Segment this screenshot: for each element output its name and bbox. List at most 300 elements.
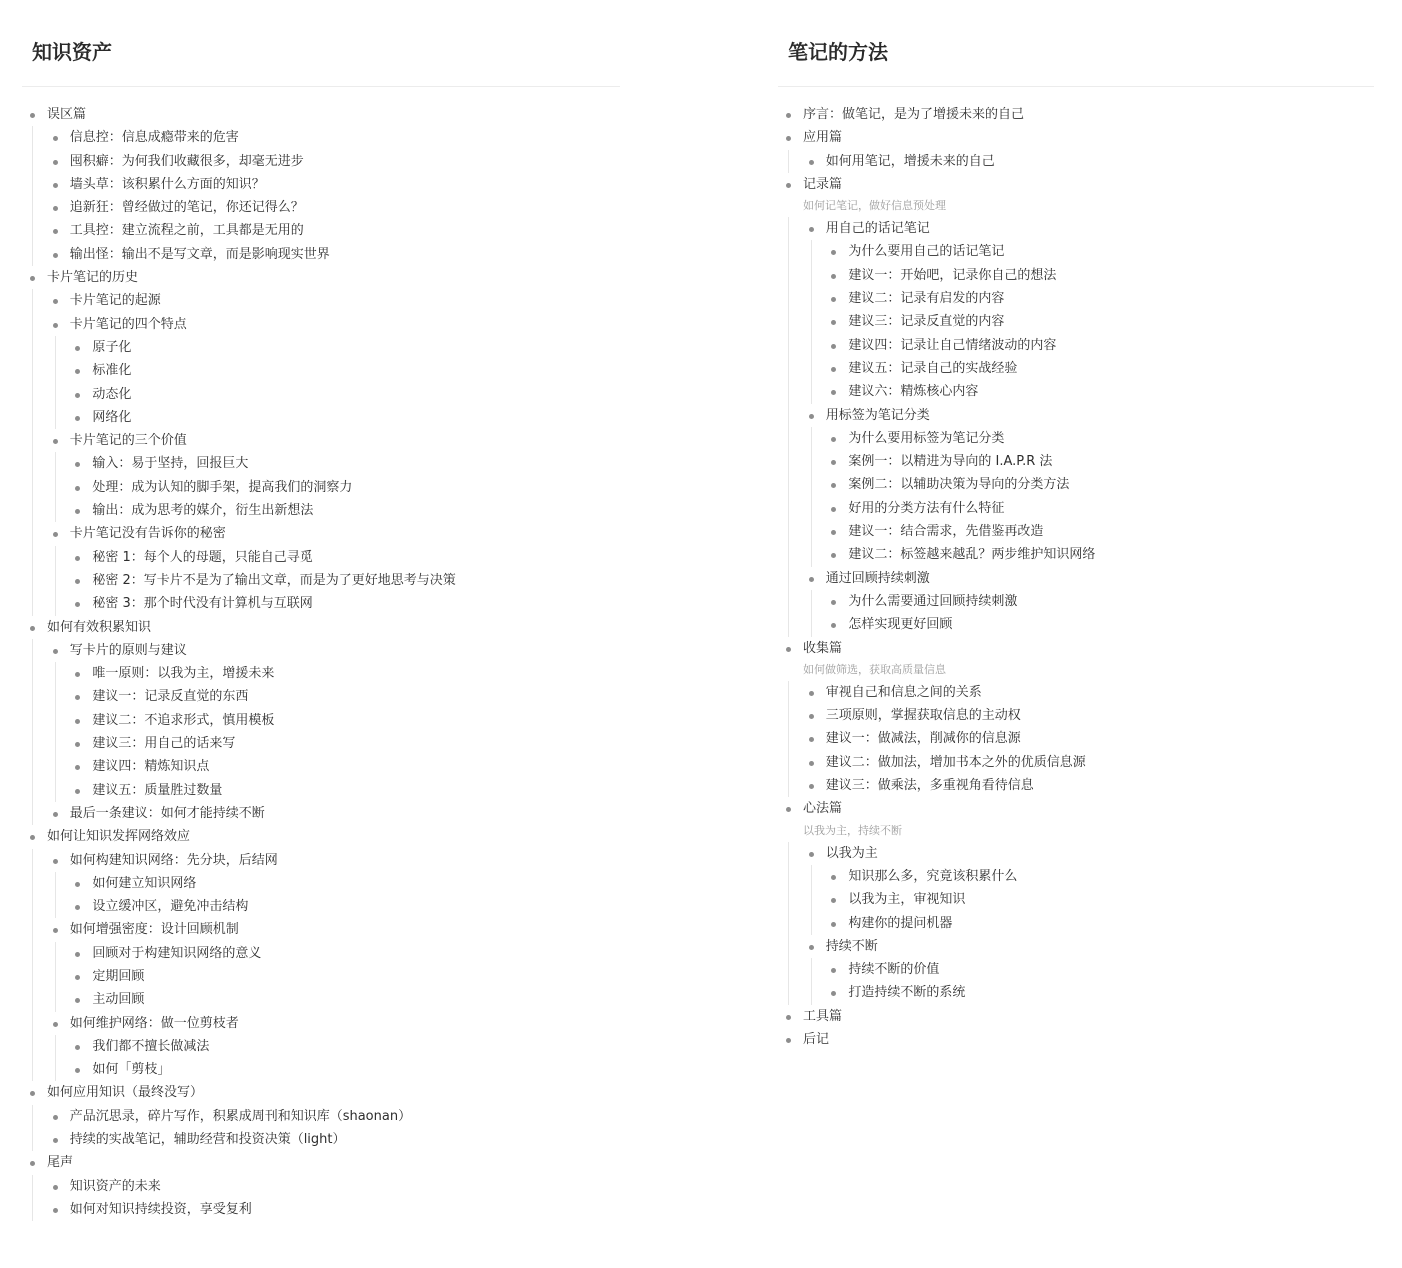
outline-item-label: 工具控：建立流程之前，工具都是无用的: [69, 223, 304, 239]
outline-row[interactable]: [778, 404, 1374, 427]
bullet-icon[interactable]: [53, 136, 58, 141]
outline-row[interactable]: [778, 981, 1374, 1004]
outline-item-label: 建议一：记录反直觉的东西: [92, 689, 249, 705]
outline-row[interactable]: [22, 709, 620, 732]
outline-list: [22, 546, 620, 616]
bullet-icon[interactable]: [75, 789, 80, 794]
bullet-icon[interactable]: [75, 882, 80, 887]
outline-row[interactable]: [778, 173, 1374, 196]
bullet-icon[interactable]: [75, 672, 80, 677]
outline-row[interactable]: [778, 613, 1374, 636]
outline-list: [778, 217, 1374, 636]
bullet-icon[interactable]: [831, 250, 836, 255]
outline-row[interactable]: [778, 497, 1374, 520]
outline-item-label: 应用篇: [803, 130, 843, 146]
outline-item: [22, 895, 620, 918]
outline-item-label: 构建你的提问机器: [848, 915, 953, 931]
bullet-icon[interactable]: [75, 695, 80, 700]
outline-item: [22, 219, 620, 242]
bullet-icon[interactable]: [831, 297, 836, 302]
outline-row[interactable]: [22, 1081, 620, 1104]
outline-row[interactable]: [778, 357, 1374, 380]
outline-item-label: 知识资产的未来: [69, 1178, 161, 1194]
outline-item: [778, 842, 1374, 935]
bullet-icon[interactable]: [53, 812, 58, 817]
outline-item: [778, 543, 1374, 566]
outline-row[interactable]: [778, 1028, 1374, 1051]
outline-item: [778, 334, 1374, 357]
bullet-icon[interactable]: [786, 183, 791, 188]
bullet-icon[interactable]: [75, 998, 80, 1003]
outline-row[interactable]: [22, 522, 620, 545]
outline-row[interactable]: [22, 452, 620, 475]
outline-row[interactable]: [22, 779, 620, 802]
bullet-icon[interactable]: [786, 113, 791, 118]
outline-item: [22, 1081, 620, 1151]
bullet-icon[interactable]: [786, 1038, 791, 1043]
bullet-icon[interactable]: [53, 1185, 58, 1190]
outline-children: [778, 150, 1374, 173]
bullet-icon[interactable]: [30, 113, 35, 118]
outline-list: [778, 240, 1374, 403]
outline-item: [22, 1012, 620, 1082]
bullet-icon[interactable]: [75, 346, 80, 351]
bullet-icon[interactable]: [831, 344, 836, 349]
outline-item: [22, 266, 620, 615]
bullet-icon[interactable]: [53, 1022, 58, 1027]
outline-item: [22, 732, 620, 755]
bullet-icon[interactable]: [30, 835, 35, 840]
outline-row[interactable]: [22, 429, 620, 452]
outline-item: [22, 383, 620, 406]
outline-item: [22, 779, 620, 802]
outline-row[interactable]: [22, 1175, 620, 1198]
bullet-icon[interactable]: [831, 390, 836, 395]
bullet-icon[interactable]: [30, 1091, 35, 1096]
outline-item-label: 为什么需要通过回顾持续刺激: [848, 593, 1018, 609]
outline-item: [22, 173, 620, 196]
outline-item-label: 建议三：用自己的话来写: [92, 736, 236, 752]
outline-row[interactable]: [22, 336, 620, 359]
outline-item-label: 后记: [803, 1031, 830, 1047]
outline-row[interactable]: [778, 842, 1374, 865]
bullet-icon[interactable]: [75, 719, 80, 724]
outline-item: [778, 497, 1374, 520]
outline-item-note: 以我为主，持续不断: [803, 823, 902, 837]
outline-row[interactable]: [22, 103, 620, 126]
outline-children: [778, 217, 1374, 636]
outline-list: [22, 662, 620, 802]
outline-row[interactable]: [22, 546, 620, 569]
outline-item-label: 建议一：开始吧，记录你自己的想法: [848, 267, 1057, 283]
outline-item-label: 为什么要用自己的话记笔记: [848, 244, 1005, 260]
outline-row[interactable]: [778, 103, 1374, 126]
bullet-icon[interactable]: [831, 553, 836, 558]
outline-row[interactable]: [22, 173, 620, 196]
outline-item: [778, 797, 1374, 1004]
bullet-icon[interactable]: [831, 367, 836, 372]
bullet-icon[interactable]: [809, 414, 814, 419]
outline-item-label: 建议五：质量胜过数量: [92, 782, 223, 798]
bullet-icon[interactable]: [53, 253, 58, 258]
outline-list: [22, 452, 620, 522]
bullet-icon[interactable]: [831, 898, 836, 903]
outline-item-label: 追新狂：曾经做过的笔记，你还记得么？: [69, 200, 304, 216]
outline-item-label: 案例二：以辅助决策为导向的分类方法: [848, 477, 1070, 493]
bullet-icon[interactable]: [75, 602, 80, 607]
outline-row[interactable]: [778, 380, 1374, 403]
bullet-icon[interactable]: [809, 737, 814, 742]
bullet-icon[interactable]: [75, 1045, 80, 1050]
outline-row[interactable]: [22, 219, 620, 242]
outline-row[interactable]: [22, 616, 620, 639]
outline-item-label: 建议五：记录自己的实战经验: [848, 360, 1018, 376]
outline-list: [22, 872, 620, 919]
outline-row[interactable]: [778, 865, 1374, 888]
outline-item-label: 如何增强密度：设计回顾机制: [69, 922, 239, 938]
outline-item: [778, 774, 1374, 797]
outline-row[interactable]: [778, 427, 1374, 450]
outline-list: [22, 849, 620, 1082]
outline-item-label: 秘密 1：每个人的母题，只能自己寻觅: [92, 549, 313, 565]
outline-row[interactable]: [22, 569, 620, 592]
outline-row[interactable]: [778, 334, 1374, 357]
outline-row[interactable]: [778, 126, 1374, 149]
outline-row[interactable]: [22, 849, 620, 872]
outline-row[interactable]: [22, 1151, 620, 1174]
outline-list: [778, 681, 1374, 797]
outline-item: [22, 150, 620, 173]
outline-row[interactable]: [778, 520, 1374, 543]
outline-row[interactable]: [22, 266, 620, 289]
outline-item-label: 建议二：标签越来越乱？两步维护知识网络: [848, 547, 1096, 563]
bullet-icon[interactable]: [75, 462, 80, 467]
bullet-icon[interactable]: [53, 183, 58, 188]
outline-item: [22, 289, 620, 312]
outline-row[interactable]: [22, 988, 620, 1011]
outline-item: [22, 103, 620, 266]
outline-row[interactable]: [778, 704, 1374, 727]
bullet-icon[interactable]: [831, 600, 836, 605]
bullet-icon[interactable]: [75, 952, 80, 957]
outline-item-label: 产品沉思录，碎片写作，积累成周刊和知识库（shaonan）: [69, 1108, 412, 1124]
bullet-icon[interactable]: [30, 626, 35, 631]
outline-list: [22, 289, 620, 615]
bullet-icon[interactable]: [831, 991, 836, 996]
bullet-icon[interactable]: [30, 276, 35, 281]
outline-row[interactable]: [778, 888, 1374, 911]
outline-item-label: 如何用笔记，增援未来的自己: [825, 153, 995, 169]
bullet-icon[interactable]: [831, 507, 836, 512]
outline-list: [778, 590, 1374, 637]
outline-item-label: 用标签为笔记分类: [825, 407, 930, 423]
outline-row[interactable]: [778, 751, 1374, 774]
outline-row[interactable]: [778, 774, 1374, 797]
outline-item: [778, 1028, 1374, 1051]
outline-row[interactable]: [22, 383, 620, 406]
outline-row[interactable]: [778, 637, 1374, 660]
outline-item-label: 动态化: [92, 386, 132, 402]
outline-list: [22, 942, 620, 1012]
outline-item: [22, 849, 620, 919]
outline-item: [778, 103, 1374, 126]
outline-item: [22, 406, 620, 429]
outline-row[interactable]: [778, 543, 1374, 566]
bullet-icon[interactable]: [809, 577, 814, 582]
bullet-icon[interactable]: [831, 875, 836, 880]
bullet-icon[interactable]: [75, 742, 80, 747]
bullet-icon[interactable]: [75, 486, 80, 491]
outline-item-label: 输入：易于坚持，回报巨大: [92, 456, 249, 472]
outline-row[interactable]: [778, 310, 1374, 333]
outline-item: [22, 918, 620, 1011]
outline-item-label: 网络化: [92, 409, 132, 425]
outline-item: [778, 240, 1374, 263]
outline-item-label: 秘密 3：那个时代没有计算机与互联网: [92, 596, 313, 612]
outline-item-label: 案例一：以精进为导向的 I.A.P.R 法: [848, 454, 1053, 470]
outline-item: [22, 313, 620, 429]
outline-item: [778, 958, 1374, 981]
outline-item-label: 以我为主，审视知识: [848, 892, 966, 908]
bullet-icon[interactable]: [809, 852, 814, 857]
bullet-icon[interactable]: [75, 1068, 80, 1073]
outline-row[interactable]: [22, 406, 620, 429]
outline-row[interactable]: [22, 150, 620, 173]
outline-row[interactable]: [22, 592, 620, 615]
outline-row[interactable]: [778, 935, 1374, 958]
bullet-icon[interactable]: [53, 649, 58, 654]
outline-item-label: 好用的分类方法有什么特征: [848, 500, 1005, 516]
outline-item: [22, 429, 620, 522]
outline-row[interactable]: [22, 126, 620, 149]
bullet-icon[interactable]: [809, 784, 814, 789]
bullet-icon[interactable]: [809, 691, 814, 696]
outline-children: [778, 842, 1374, 1005]
outline-row[interactable]: [778, 797, 1374, 820]
outline-row[interactable]: [22, 243, 620, 266]
outline-list: [778, 150, 1374, 173]
outline-row[interactable]: [778, 264, 1374, 287]
outline-item: [778, 1005, 1374, 1028]
outline-row[interactable]: [22, 732, 620, 755]
bullet-icon[interactable]: [53, 1138, 58, 1143]
outline-item-label: 卡片笔记的历史: [47, 270, 139, 286]
outline-list: [778, 865, 1374, 935]
outline-item-label: 持续不断的价值: [848, 962, 940, 978]
outline-item-label: 如何对知识持续投资，享受复利: [69, 1201, 252, 1217]
outline-children: [22, 662, 620, 802]
bullet-icon[interactable]: [831, 922, 836, 927]
outline-row[interactable]: [22, 359, 620, 382]
outline-row[interactable]: [778, 567, 1374, 590]
outline-row[interactable]: [22, 196, 620, 219]
outline-row[interactable]: [22, 1035, 620, 1058]
bullet-icon[interactable]: [831, 274, 836, 279]
outline-item-label: 为什么要用标签为笔记分类: [848, 430, 1005, 446]
bullet-icon[interactable]: [786, 1015, 791, 1020]
outline-item-label: 如何构建知识网络：先分块，后结网: [69, 852, 278, 868]
outline-item: [22, 662, 620, 685]
bullet-icon[interactable]: [75, 765, 80, 770]
outline-item-label: 建议四：记录让自己情绪波动的内容: [848, 337, 1057, 353]
outline-row[interactable]: [22, 755, 620, 778]
bullet-icon[interactable]: [75, 975, 80, 980]
outline-item-label: 建议二：记录有启发的内容: [848, 291, 1005, 307]
outline-row[interactable]: [778, 590, 1374, 613]
outline-row[interactable]: [22, 685, 620, 708]
outline-list: [778, 842, 1374, 1005]
outline-item: [22, 1198, 620, 1221]
outline-row[interactable]: [22, 1058, 620, 1081]
outline-item-label: 建议六：精炼核心内容: [848, 384, 979, 400]
bullet-icon[interactable]: [75, 369, 80, 374]
outline-item: [778, 427, 1374, 450]
outline-item: [22, 243, 620, 266]
outline-row[interactable]: [778, 287, 1374, 310]
bullet-icon[interactable]: [786, 807, 791, 812]
outline-item: [778, 613, 1374, 636]
outline-item: [778, 150, 1374, 173]
bullet-icon[interactable]: [786, 647, 791, 652]
outline-row[interactable]: [22, 662, 620, 685]
outline-list: [22, 103, 620, 1221]
outline-item: [22, 988, 620, 1011]
outline-item: [778, 404, 1374, 567]
bullet-icon[interactable]: [831, 968, 836, 973]
outline-item-label: 标准化: [92, 363, 132, 379]
bullet-icon[interactable]: [75, 416, 80, 421]
bullet-icon[interactable]: [75, 556, 80, 561]
bullet-icon[interactable]: [831, 460, 836, 465]
outline-tree: [22, 103, 620, 1221]
outline-row[interactable]: [22, 895, 620, 918]
outline-item: [778, 935, 1374, 1005]
bullet-icon[interactable]: [53, 160, 58, 165]
outline-item: [778, 681, 1374, 704]
bullet-icon[interactable]: [53, 323, 58, 328]
bullet-icon[interactable]: [53, 859, 58, 864]
outline-row[interactable]: [22, 965, 620, 988]
outline-item-label: 唯一原则：以我为主，增援未来: [92, 666, 275, 682]
bullet-icon[interactable]: [53, 229, 58, 234]
outline-children: [22, 872, 620, 919]
outline-tree: [778, 103, 1374, 1051]
outline-row[interactable]: [22, 918, 620, 941]
outline-row[interactable]: [22, 825, 620, 848]
outline-list: [778, 958, 1374, 1005]
outline-item-label: 卡片笔记的起源: [69, 293, 161, 309]
outline-row[interactable]: [22, 1105, 620, 1128]
title-divider: [22, 86, 620, 87]
bullet-icon[interactable]: [831, 530, 836, 535]
outline-row[interactable]: [778, 217, 1374, 240]
outline-item: [778, 310, 1374, 333]
outline-row[interactable]: [22, 313, 620, 336]
bullet-icon[interactable]: [831, 437, 836, 442]
outline-item: [22, 592, 620, 615]
bullet-icon[interactable]: [53, 206, 58, 211]
outline-item: [778, 590, 1374, 613]
outline-row[interactable]: [778, 727, 1374, 750]
outline-list: [22, 1175, 620, 1222]
bullet-icon[interactable]: [75, 579, 80, 584]
outline-item-label: 定期回顾: [92, 968, 145, 984]
outline-row[interactable]: [778, 1005, 1374, 1028]
bullet-icon[interactable]: [53, 532, 58, 537]
outline-row[interactable]: [778, 958, 1374, 981]
bullet-icon[interactable]: [53, 928, 58, 933]
outline-row[interactable]: [22, 802, 620, 825]
outline-item: [22, 569, 620, 592]
outline-item: [22, 126, 620, 149]
outline-item: [22, 685, 620, 708]
outline-item: [22, 1175, 620, 1198]
outline-row[interactable]: [778, 450, 1374, 473]
outline-row[interactable]: [22, 942, 620, 965]
bullet-icon[interactable]: [786, 136, 791, 141]
bullet-icon[interactable]: [53, 1115, 58, 1120]
outline-item: [778, 264, 1374, 287]
outline-row[interactable]: [22, 289, 620, 312]
outline-item: [778, 450, 1374, 473]
bullet-icon[interactable]: [30, 1161, 35, 1166]
outline-row[interactable]: [778, 912, 1374, 935]
outline-row[interactable]: [22, 872, 620, 895]
outline-item-label: 输出：成为思考的媒介，衍生出新想法: [92, 503, 314, 519]
outline-row[interactable]: [22, 476, 620, 499]
bullet-icon[interactable]: [809, 714, 814, 719]
outline-item-label: 建议一：做减法，削减你的信息源: [825, 731, 1021, 747]
outline-row[interactable]: [22, 1128, 620, 1151]
bullet-icon[interactable]: [75, 905, 80, 910]
bullet-icon[interactable]: [53, 439, 58, 444]
outline-row[interactable]: [778, 681, 1374, 704]
outline-children: [778, 865, 1374, 935]
bullet-icon[interactable]: [809, 945, 814, 950]
outline-row[interactable]: [778, 150, 1374, 173]
bullet-icon[interactable]: [75, 393, 80, 398]
bullet-icon[interactable]: [809, 761, 814, 766]
outline-item-label: 通过回顾持续刺激: [825, 570, 930, 586]
outline-item: [778, 380, 1374, 403]
outline-item: [22, 709, 620, 732]
outline-row[interactable]: [22, 639, 620, 662]
outline-children: [22, 452, 620, 522]
bullet-icon[interactable]: [831, 623, 836, 628]
bullet-icon[interactable]: [53, 299, 58, 304]
outline-row[interactable]: [22, 1198, 620, 1221]
outline-item-label: 打造持续不断的系统: [848, 985, 966, 1001]
bullet-icon[interactable]: [53, 1208, 58, 1213]
outline-row[interactable]: [778, 240, 1374, 263]
bullet-icon[interactable]: [75, 509, 80, 514]
outline-item-label: 最后一条建议：如何才能持续不断: [69, 805, 265, 821]
outline-row[interactable]: [22, 499, 620, 522]
bullet-icon[interactable]: [831, 320, 836, 325]
outline-item-label: 工具篇: [803, 1008, 843, 1024]
title-divider: [778, 86, 1374, 87]
outline-row[interactable]: [22, 1012, 620, 1035]
outline-list: [22, 126, 620, 266]
outline-item: [778, 704, 1374, 727]
bullet-icon[interactable]: [809, 160, 814, 165]
bullet-icon[interactable]: [831, 483, 836, 488]
outline-item-label: 原子化: [92, 339, 132, 355]
outline-item: [22, 1035, 620, 1058]
outline-item-label: 囤积癖：为何我们收藏很多，却毫无进步: [69, 153, 304, 169]
bullet-icon[interactable]: [809, 227, 814, 232]
outline-row[interactable]: [778, 473, 1374, 496]
